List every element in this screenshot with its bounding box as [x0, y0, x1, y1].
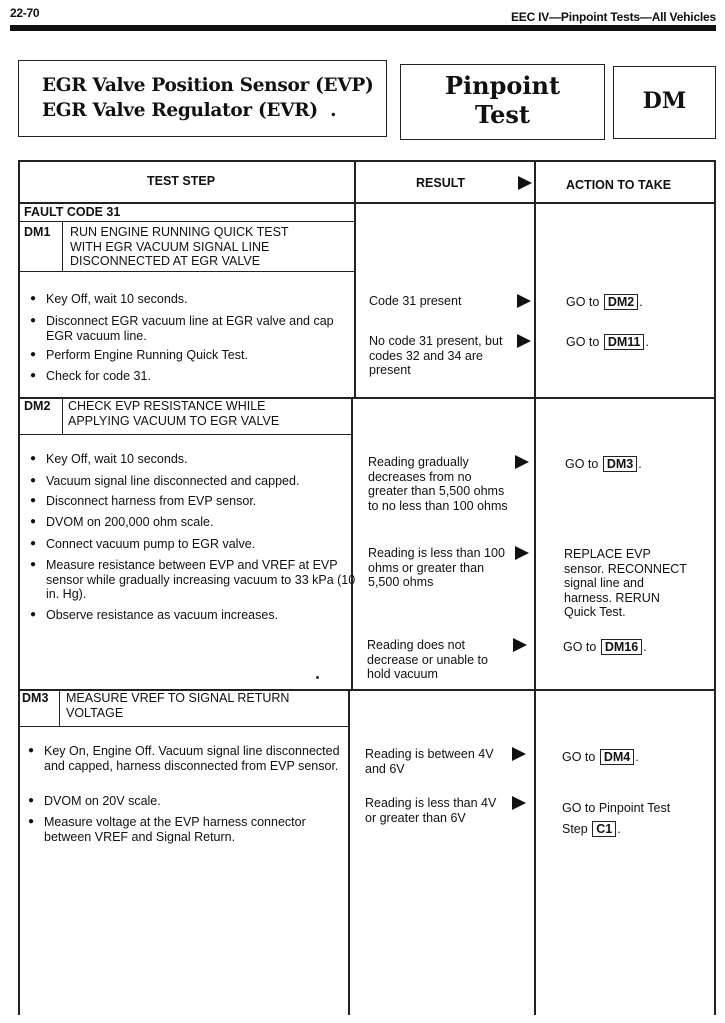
ref-dm4[interactable]: DM4 [600, 749, 634, 765]
test-title [42, 73, 373, 123]
list-item: ● Measure voltage at the EVP harness connector between VREF and Signal Return. [28, 815, 354, 844]
ref-dm3[interactable]: DM3 [603, 456, 637, 472]
step-id-dm1: DM1 [24, 225, 51, 239]
pinpoint-line-2: Test [475, 100, 530, 129]
arrow-icon [512, 747, 526, 761]
action-dm1-2: GO to DM11 . [566, 335, 649, 349]
col-result: RESULT [416, 176, 466, 190]
list-item: ● DVOM on 200,000 ohm scale. [30, 515, 361, 530]
list-item: ● Check for code 31. [30, 369, 361, 384]
list-item: ● Perform Engine Running Quick Test. [30, 348, 361, 363]
page-number: 22-70 [10, 6, 40, 20]
fault-code: FAULT CODE 31 [24, 205, 121, 219]
pinpoint-label [400, 71, 605, 129]
list-item: ● Disconnect EGR vacuum line at EGR valve and cap EGR vacuum line. [30, 314, 361, 343]
ref-c1[interactable]: C1 [592, 821, 616, 837]
list-item: ● Measure resistance between EVP and VREF at EVP sensor while gradually increasing vacuum to 33 kPa (10 in. Hg). [30, 558, 361, 602]
header-rule [10, 25, 716, 31]
list-item: ● Key On, Engine Off. Vacuum signal line disconnected and capped, harness disconnected from EVP sensor. [28, 744, 354, 773]
result-dm2-1: Reading gradually decreases from no greater than 5,500 ohms to no less than 100 ohms [368, 455, 508, 513]
ref-dm2[interactable]: DM2 [604, 294, 638, 310]
action-dm3-2: GO to Pinpoint Test Step C1 . [562, 801, 671, 836]
step-id-dm3: DM3 [22, 691, 49, 705]
col-test-step: TEST STEP [147, 174, 216, 188]
title-line-1: EGR Valve Position Sensor (EVP) [42, 75, 374, 96]
step-heading-dm2: CHECK EVP RESISTANCE WHILE APPLYING VACUUM TO EGR VALVE [68, 399, 280, 428]
ref-dm16[interactable]: DM16 [601, 639, 642, 655]
list-item: ● Key Off, wait 10 seconds. [30, 292, 361, 307]
arrow-icon [515, 546, 529, 560]
step-heading-dm1: RUN ENGINE RUNNING QUICK TEST WITH EGR VACUUM SIGNAL LINE DISCONNECTED AT EGR VALVE [70, 225, 289, 268]
arrow-icon [515, 455, 529, 469]
list-item: ● Key Off, wait 10 seconds. [30, 452, 361, 467]
arrow-icon [517, 334, 531, 348]
result-dm1-2: No code 31 present, but codes 32 and 34 are present [369, 334, 503, 377]
arrow-icon [513, 638, 527, 652]
arrow-icon [512, 796, 526, 810]
list-item: ● Disconnect harness from EVP sensor. [30, 494, 361, 509]
action-dm2-3: GO to DM16 . [563, 640, 647, 654]
arrow-icon [517, 294, 531, 308]
header-arrow-icon [518, 176, 532, 190]
list-item: ● DVOM on 20V scale. [28, 794, 354, 809]
speck [316, 676, 319, 679]
result-dm3-2: Reading is less than 4V or greater than 6V [365, 796, 497, 825]
title-line-2: EGR Valve Regulator (EVR) . [42, 100, 337, 121]
list-item: ● Connect vacuum pump to EGR valve. [30, 537, 361, 552]
section-title: EEC IV—Pinpoint Tests—All Vehicles [510, 10, 716, 24]
result-dm1-1: Code 31 present [369, 294, 462, 308]
action-dm2-2: REPLACE EVP sensor. RECONNECT signal line and harness. RERUN Quick Test. [564, 547, 687, 619]
list-item: ● Observe resistance as vacuum increases. [30, 608, 361, 623]
list-item: ● Vacuum signal line disconnected and capped. [30, 474, 361, 489]
test-code: DM [642, 88, 687, 114]
action-dm3-1: GO to DM4 . [562, 750, 639, 764]
result-dm2-3: Reading does not decrease or unable to hold vacuum [367, 638, 488, 681]
action-dm1-1: GO to DM2 . [566, 295, 643, 309]
result-dm3-1: Reading is between 4V and 6V [365, 747, 494, 776]
pinpoint-line-1: Pinpoint [444, 71, 561, 100]
col-action: ACTION TO TAKE [566, 178, 672, 192]
action-dm2-1: GO to DM3 . [565, 457, 642, 471]
result-dm2-2: Reading is less than 100 ohms or greater than 5,500 ohms [368, 546, 505, 589]
step-id-dm2: DM2 [24, 399, 51, 413]
step-heading-dm3: MEASURE VREF TO SIGNAL RETURN VOLTAGE [66, 691, 290, 720]
ref-dm11[interactable]: DM11 [604, 334, 645, 350]
